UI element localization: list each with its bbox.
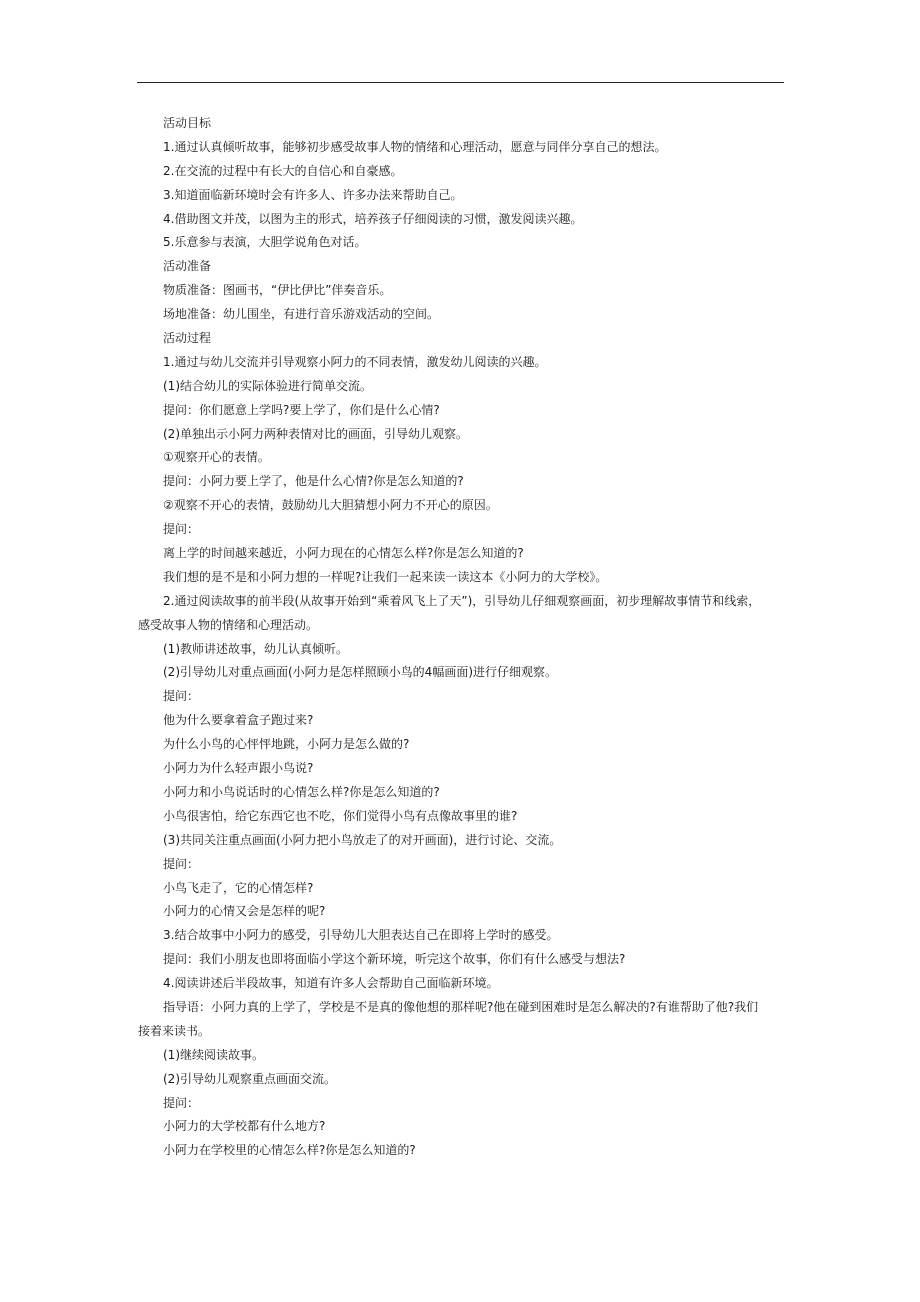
- goal-item: 1.通过认真倾听故事，能够初步感受故事人物的情绪和心理活动，愿意与同伴分享自己的想法。: [163, 139, 667, 154]
- question-text: 提问：我们小朋友也即将面临小学这个新环境，听完这个故事，你们有什么感受与想法?: [163, 952, 626, 967]
- question-label: 提问：: [163, 856, 200, 871]
- goal-item: 5.乐意参与表演，大胆学说角色对话。: [163, 235, 367, 250]
- question-text: 提问：小阿力要上学了，他是什么心情?你是怎么知道的?: [163, 474, 464, 489]
- question-text: 小阿力在学校里的心情怎么样?你是怎么知道的?: [163, 1143, 416, 1158]
- section-heading-preparation: 活动准备: [163, 259, 212, 274]
- process-substep: (2)单独出示小阿力两种表情对比的画面，引导幼儿观察。: [163, 426, 469, 441]
- paragraph-text: 我们想的是不是和小阿力想的一样呢?让我们一起来读一读这本《小阿力的大学校》。: [163, 569, 608, 584]
- guidance-text-continuation: 接着来读书。: [138, 1023, 211, 1038]
- process-step: 4.阅读讲述后半段故事，知道有许多人会帮助自己面临新环境。: [163, 976, 499, 991]
- header-rule: [137, 82, 784, 83]
- goal-item: 2.在交流的过程中有长大的自信心和自豪感。: [163, 163, 403, 178]
- question-text: 小阿力的心情又会是怎样的呢?: [163, 904, 326, 919]
- process-substep: (2)引导幼儿观察重点画面交流。: [163, 1071, 336, 1086]
- goal-item: 4.借助图文并茂，以图为主的形式，培养孩子仔细阅读的习惯，激发阅读兴趣。: [163, 211, 583, 226]
- goal-item: 3.知道面临新环境时会有许多人、许多办法来帮助自己。: [163, 187, 463, 202]
- process-substep: (1)结合幼儿的实际体验进行简单交流。: [163, 378, 372, 393]
- question-label: 提问：: [163, 522, 200, 537]
- section-heading-process: 活动过程: [163, 331, 212, 346]
- question-text: 为什么小鸟的心怦怦地跳，小阿力是怎么做的?: [163, 737, 410, 752]
- question-text: 他为什么要拿着盒子跑过来?: [163, 713, 314, 728]
- process-substep: ②观察不开心的表情，鼓励幼儿大胆猜想小阿力不开心的原因。: [163, 498, 498, 513]
- question-text: 离上学的时间越来越近，小阿力现在的心情怎么样?你是怎么知道的?: [163, 546, 524, 561]
- process-step: 2.通过阅读故事的前半段(从故事开始到“乘着风飞上了天”)，引导幼儿仔细观察画面，初步理解故事情节和线索，: [163, 593, 761, 608]
- process-substep: (1)教师讲述故事，幼儿认真倾听。: [163, 641, 348, 656]
- process-step: 1.通过与幼儿交流并引导观察小阿力的不同表情，激发幼儿阅读的兴趣。: [163, 354, 547, 369]
- process-substep: (2)引导幼儿对重点画面(小阿力是怎样照顾小鸟的4幅画面)进行仔细观察。: [163, 665, 557, 680]
- question-text: 小鸟飞走了，它的心情怎样?: [163, 880, 314, 895]
- guidance-text: 指导语：小阿力真的上学了，学校是不是真的像他想的那样呢?他在碰到困难时是怎么解决的?有谁帮助了他?我们: [163, 999, 759, 1014]
- question-text: 小阿力为什么轻声跟小鸟说?: [163, 761, 314, 776]
- preparation-item: 场地准备：幼儿围坐，有进行音乐游戏活动的空间。: [163, 307, 440, 322]
- question-text: 提问：你们愿意上学吗?要上学了，你们是什么心情?: [163, 402, 440, 417]
- question-text: 小阿力和小鸟说话时的心情怎么样?你是怎么知道的?: [163, 784, 440, 799]
- process-step: 3.结合故事中小阿力的感受，引导幼儿大胆表达自己在即将上学时的感受。: [163, 928, 559, 943]
- question-text: 小鸟很害怕，给它东西它也不吃，你们觉得小鸟有点像故事里的谁?: [163, 808, 518, 823]
- question-label: 提问：: [163, 689, 200, 704]
- process-substep: (1)继续阅读故事。: [163, 1047, 264, 1062]
- process-substep: ①观察开心的表情。: [163, 450, 270, 465]
- preparation-item: 物质准备：图画书，“伊比伊比”伴奏音乐。: [163, 283, 392, 298]
- question-text: 小阿力的大学校都有什么地方?: [163, 1119, 326, 1134]
- process-substep: (3)共同关注重点画面(小阿力把小鸟放走了的对开画面)，进行讨论、交流。: [163, 832, 562, 847]
- section-heading-goals: 活动目标: [163, 116, 212, 130]
- question-label: 提问：: [163, 1095, 200, 1110]
- process-step-continuation: 感受故事人物的情绪和心理活动。: [138, 617, 319, 632]
- document-body: [138, 112, 784, 1163]
